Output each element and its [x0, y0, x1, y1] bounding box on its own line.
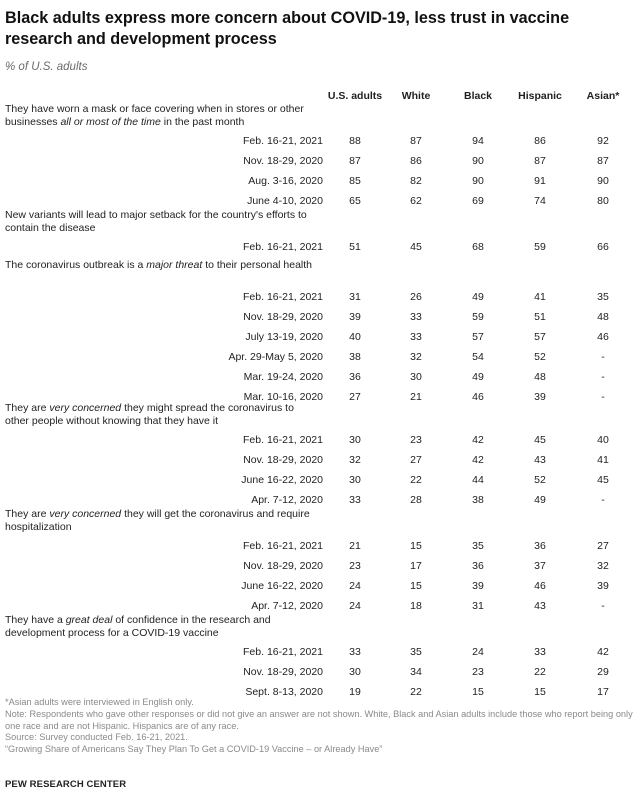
value-cell: 39 [597, 580, 609, 592]
table-row [0, 288, 640, 308]
value-cell: 46 [597, 331, 609, 343]
value-cell: 35 [472, 540, 484, 552]
value-cell: 66 [597, 241, 609, 253]
row-date-label: June 4-10, 2020 [247, 195, 323, 207]
table-row [0, 308, 640, 328]
value-cell: 15 [410, 580, 422, 592]
row-date-label: Feb. 16-21, 2021 [243, 646, 323, 658]
value-cell: 68 [472, 241, 484, 253]
value-cell: 17 [597, 686, 609, 698]
value-cell: 90 [472, 175, 484, 187]
value-cell: 44 [472, 474, 484, 486]
value-cell: 32 [349, 454, 361, 466]
value-cell: - [601, 351, 605, 363]
row-date-label: Apr. 7-12, 2020 [251, 600, 323, 612]
value-cell: 45 [534, 434, 546, 446]
value-cell: 39 [534, 391, 546, 403]
value-cell: 31 [349, 291, 361, 303]
value-cell: 46 [472, 391, 484, 403]
value-cell: 42 [597, 646, 609, 658]
value-cell: 15 [410, 540, 422, 552]
value-cell: 22 [410, 686, 422, 698]
row-date-label: June 16-22, 2020 [241, 474, 323, 486]
value-cell: 92 [597, 135, 609, 147]
value-cell: 45 [597, 474, 609, 486]
value-cell: 36 [349, 371, 361, 383]
row-date-label: Apr. 7-12, 2020 [251, 494, 323, 506]
column-header-4: Asian* [586, 90, 620, 102]
value-cell: 49 [472, 291, 484, 303]
column-header-1: White [401, 90, 431, 102]
value-cell: 23 [410, 434, 422, 446]
value-cell: 42 [472, 434, 484, 446]
row-date-label: Feb. 16-21, 2021 [243, 241, 323, 253]
value-cell: 90 [472, 155, 484, 167]
value-cell: 49 [534, 494, 546, 506]
table-row [0, 348, 640, 368]
value-cell: 87 [534, 155, 546, 167]
value-cell: 19 [349, 686, 361, 698]
value-cell: - [601, 371, 605, 383]
table-row [0, 471, 640, 491]
value-cell: 24 [472, 646, 484, 658]
value-cell: 23 [472, 666, 484, 678]
value-cell: 48 [597, 311, 609, 323]
value-cell: 35 [597, 291, 609, 303]
value-cell: 41 [534, 291, 546, 303]
brand-logo-text: PEW RESEARCH CENTER [5, 779, 127, 790]
value-cell: 38 [472, 494, 484, 506]
value-cell: 26 [410, 291, 422, 303]
value-cell: 87 [597, 155, 609, 167]
value-cell: 87 [349, 155, 361, 167]
table-row [0, 451, 640, 471]
row-date-label: Nov. 18-29, 2020 [243, 560, 323, 572]
value-cell: 52 [534, 474, 546, 486]
value-cell: 86 [534, 135, 546, 147]
value-cell: 29 [597, 666, 609, 678]
value-cell: 27 [349, 391, 361, 403]
row-date-label: Feb. 16-21, 2021 [243, 434, 323, 446]
question-label-0: They have worn a mask or face covering when in stores or other businesses all or most of the time in the past month [5, 103, 304, 128]
value-cell: 87 [410, 135, 422, 147]
value-cell: 30 [349, 666, 361, 678]
value-cell: 45 [410, 241, 422, 253]
row-date-label: Mar. 10-16, 2020 [243, 391, 323, 403]
question-label-4: They are very concerned they will get the coronavirus and require hospitalization [5, 508, 310, 533]
value-cell: 21 [349, 540, 361, 552]
value-cell: 33 [349, 646, 361, 658]
value-cell: 33 [410, 331, 422, 343]
row-date-label: Mar. 19-24, 2020 [243, 371, 323, 383]
value-cell: 22 [534, 666, 546, 678]
row-date-label: June 16-22, 2020 [241, 580, 323, 592]
row-date-label: Nov. 18-29, 2020 [243, 666, 323, 678]
table-row [0, 643, 640, 663]
value-cell: 46 [534, 580, 546, 592]
value-cell: 33 [349, 494, 361, 506]
value-cell: 17 [410, 560, 422, 572]
report-title: “Growing Share of Americans Say They Plan To Get a COVID-19 Vaccine – or Already Have” [5, 744, 383, 755]
table-row [0, 328, 640, 348]
value-cell: 30 [349, 434, 361, 446]
asian-footnote: *Asian adults were interviewed in English only. [5, 697, 194, 707]
value-cell: - [601, 600, 605, 612]
value-cell: 33 [410, 311, 422, 323]
value-cell: 41 [597, 454, 609, 466]
value-cell: 69 [472, 195, 484, 207]
row-date-label: Sept. 8-13, 2020 [245, 686, 323, 698]
value-cell: 43 [534, 454, 546, 466]
value-cell: 91 [534, 175, 546, 187]
value-cell: 65 [349, 195, 361, 207]
value-cell: 54 [472, 351, 484, 363]
question-label-5: They have a great deal of confidence in the research and development process for a COVID-19 vaccine [5, 614, 271, 639]
value-cell: 62 [410, 195, 422, 207]
value-cell: 23 [349, 560, 361, 572]
value-cell: 48 [534, 371, 546, 383]
value-cell: 37 [534, 560, 546, 572]
column-header-0: U.S. adults [327, 90, 383, 102]
table-row [0, 152, 640, 172]
chart-title: Black adults express more concern about COVID-19, less trust in vaccine research and development process [5, 9, 570, 48]
row-date-label: Feb. 16-21, 2021 [243, 135, 323, 147]
table-row [0, 663, 640, 683]
value-cell: - [601, 391, 605, 403]
value-cell: 49 [472, 371, 484, 383]
question-label-2: The coronavirus outbreak is a major threat to their personal health [5, 259, 313, 271]
row-date-label: Nov. 18-29, 2020 [243, 155, 323, 167]
table-row [0, 172, 640, 192]
value-cell: 24 [349, 580, 361, 592]
question-label-3: They are very concerned they might spread the coronavirus to other people without knowing that they have it [5, 402, 294, 427]
table-row [0, 368, 640, 388]
value-cell: 85 [349, 175, 361, 187]
value-cell: 51 [534, 311, 546, 323]
value-cell: 27 [597, 540, 609, 552]
column-header-3: Hispanic [518, 90, 562, 102]
table-row [0, 431, 640, 451]
value-cell: 82 [410, 175, 422, 187]
value-cell: 31 [472, 600, 484, 612]
value-cell: 32 [597, 560, 609, 572]
value-cell: 24 [349, 600, 361, 612]
value-cell: 90 [597, 175, 609, 187]
value-cell: 32 [410, 351, 422, 363]
value-cell: 51 [349, 241, 361, 253]
table-row [0, 557, 640, 577]
row-date-label: Feb. 16-21, 2021 [243, 291, 323, 303]
column-header-2: Black [463, 90, 493, 102]
source-text: Source: Survey conducted Feb. 16-21, 2021. [5, 732, 188, 743]
value-cell: 36 [472, 560, 484, 572]
value-cell: 59 [472, 311, 484, 323]
value-cell: 22 [410, 474, 422, 486]
row-date-label: Nov. 18-29, 2020 [243, 311, 323, 323]
value-cell: 42 [472, 454, 484, 466]
value-cell: 57 [534, 331, 546, 343]
value-cell: 80 [597, 195, 609, 207]
row-date-label: Aug. 3-16, 2020 [248, 175, 323, 187]
value-cell: 28 [410, 494, 422, 506]
value-cell: 30 [410, 371, 422, 383]
value-cell: 52 [534, 351, 546, 363]
note-text: Note: Respondents who gave other responses or did not give an answer are not shown. White, Black and Asian adults include those who report being only one race and are not Hispanic. Hispanics are of any race. [5, 708, 633, 731]
table-row [0, 537, 640, 557]
table-row [0, 132, 640, 152]
value-cell: 33 [534, 646, 546, 658]
question-label-1: New variants will lead to major setback for the country's efforts to contain the disease [5, 209, 307, 234]
value-cell: 88 [349, 135, 361, 147]
value-cell: 59 [534, 241, 546, 253]
value-cell: 15 [534, 686, 546, 698]
value-cell: 40 [597, 434, 609, 446]
value-cell: 86 [410, 155, 422, 167]
value-cell: 18 [410, 600, 422, 612]
value-cell: 27 [410, 454, 422, 466]
value-cell: 94 [472, 135, 484, 147]
value-cell: 39 [349, 311, 361, 323]
value-cell: 57 [472, 331, 484, 343]
value-cell: 34 [410, 666, 422, 678]
value-cell: 30 [349, 474, 361, 486]
value-cell: 36 [534, 540, 546, 552]
value-cell: 21 [410, 391, 422, 403]
value-cell: 38 [349, 351, 361, 363]
row-date-label: Nov. 18-29, 2020 [243, 454, 323, 466]
table-row [0, 577, 640, 597]
row-date-label: July 13-19, 2020 [245, 331, 323, 343]
value-cell: 39 [472, 580, 484, 592]
notes-block [5, 697, 635, 756]
value-cell: 15 [472, 686, 484, 698]
value-cell: 74 [534, 195, 546, 207]
value-cell: 43 [534, 600, 546, 612]
value-cell: 40 [349, 331, 361, 343]
row-date-label: Apr. 29-May 5, 2020 [228, 351, 323, 363]
row-date-label: Feb. 16-21, 2021 [243, 540, 323, 552]
table-row [0, 238, 640, 258]
chart-subtitle: % of U.S. adults [5, 61, 88, 73]
value-cell: 35 [410, 646, 422, 658]
value-cell: - [601, 494, 605, 506]
